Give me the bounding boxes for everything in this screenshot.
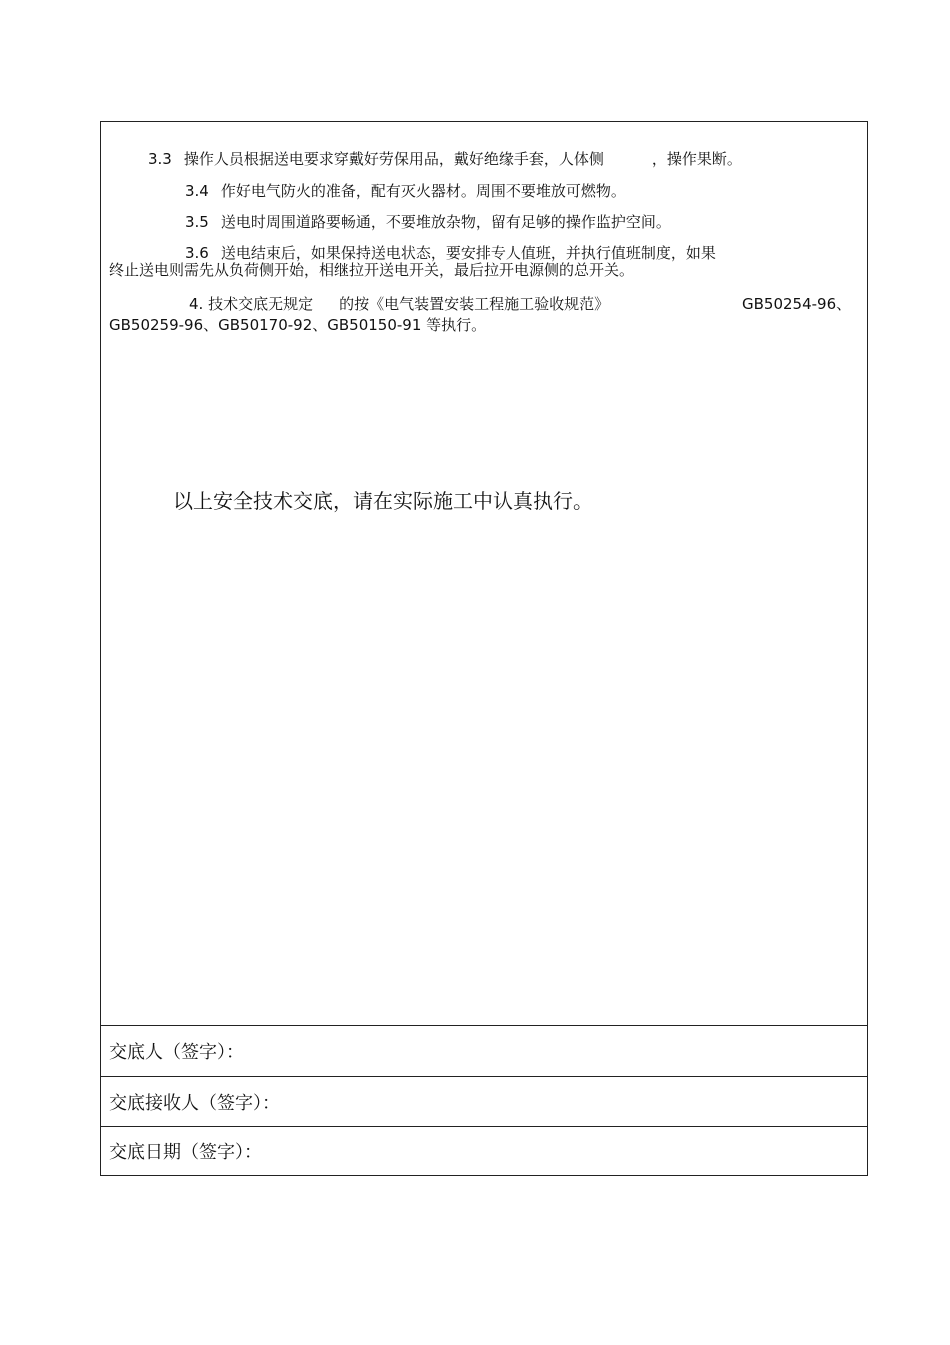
receiver-signature-label: 交底接收人（签字）： bbox=[109, 1093, 280, 1114]
item-number: 3.6 bbox=[185, 244, 209, 262]
item-text-b: 的按《电气装置安装工程施工验收规范》 bbox=[339, 295, 610, 313]
item-text: 作好电气防火的准备，配有灭火器材。周围不要堆放可燃物。 bbox=[220, 182, 626, 200]
closing-statement: 以上安全技术交底，请在实际施工中认真执行。 bbox=[173, 489, 593, 513]
item-3-5 bbox=[185, 214, 671, 231]
item-number: 3.5 bbox=[185, 213, 209, 231]
item-3-6 bbox=[185, 245, 716, 262]
item-4 bbox=[189, 296, 609, 313]
item-4-continuation: GB50259-96、GB50170-92、GB50150-91 等执行。 bbox=[109, 316, 487, 334]
presenter-signature-row bbox=[101, 1026, 867, 1077]
item-text: 送电时周围道路要畅通，不要堆放杂物，留有足够的操作监护空间。 bbox=[220, 213, 671, 231]
standard-code: GB50254-96、 bbox=[742, 295, 852, 313]
disclosure-form-table bbox=[100, 121, 868, 1176]
item-number: 3.4 bbox=[185, 182, 209, 200]
receiver-signature-row bbox=[101, 1077, 867, 1127]
presenter-signature-label: 交底人（签字）： bbox=[109, 1042, 244, 1063]
item-text-tail: ，操作果断。 bbox=[651, 150, 742, 168]
item-3-6-continuation: 终止送电则需先从负荷侧开始，相继拉开送电开关，最后拉开电源侧的总开关。 bbox=[109, 261, 635, 279]
content-cell bbox=[101, 122, 867, 1026]
date-signature-row bbox=[101, 1127, 867, 1175]
item-text: 操作人员根据送电要求穿戴好劳保用品，戴好绝缘手套，人体侧 bbox=[183, 150, 604, 168]
item-text: 4. 技术交底无规定 bbox=[189, 295, 314, 313]
item-3-4 bbox=[185, 183, 626, 200]
item-number: 3.3 bbox=[148, 150, 172, 168]
item-text: 送电结束后，如果保持送电状态，要安排专人值班，并执行值班制度，如果 bbox=[220, 244, 716, 262]
item-3-3 bbox=[148, 151, 742, 168]
date-signature-label: 交底日期（签字）： bbox=[109, 1142, 262, 1163]
